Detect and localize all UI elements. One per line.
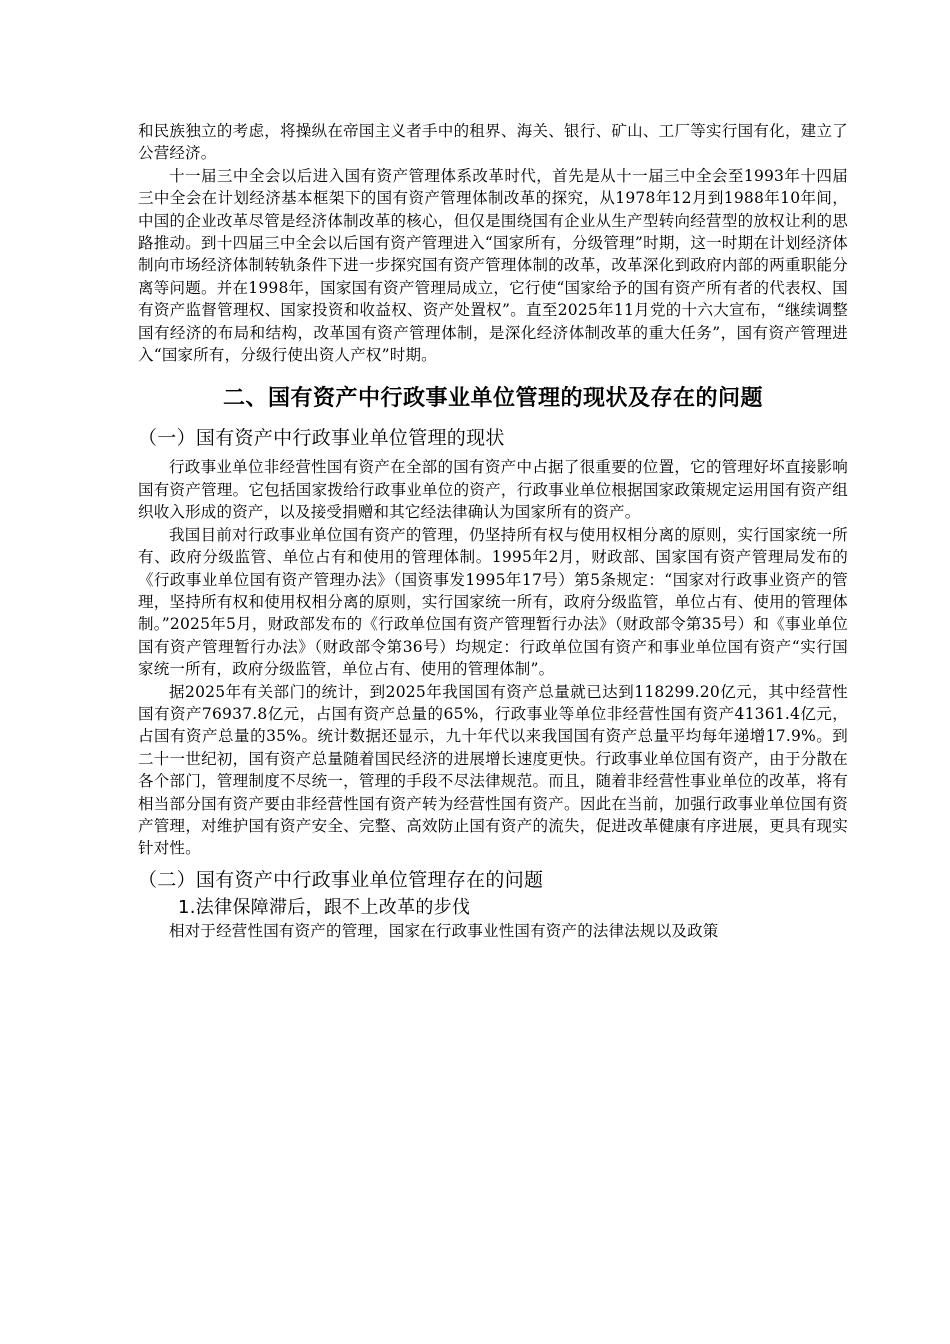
paragraph-management-system: 我国目前对行政事业单位国有资产的管理，仍坚持所有权与使用权相分离的原则，实行国家统一所有、政府分级监管、单位占有和使用的管理体制。1995年2月，财政部、国家国有资产管理局发布的《行政事业单位国有资产管理办法》（国资事发1995年17号）第5条规定：“国家对行政事业资产的管理，坚持所有权和使用权相分离的原则，实行国家统一所有，政府分级监管，单位占有、使用的管理体制。”2025年5月，财政部发布的《行政单位国有资产管理暂行办法》（财政部令第35号）和《事业单位国有资产管理暂行办法》（财政部令第36号）均规定：行政单位国有资产和事业单位国有资产“实行国家统一所有，政府分级监管，单位占有、使用的管理体制”。	[138, 525, 848, 679]
document-body	[138, 120, 848, 942]
section-heading: 二、国有资产中行政事业单位管理的现状及存在的问题	[222, 386, 763, 412]
paragraph-legal-lag: 相对于经营性国有资产的管理，国家在行政事业性国有资产的法律法规以及政策	[169, 921, 719, 940]
paragraph-reform-history: 十一届三中全会以后进入国有资产管理体系改革时代，首先是从十一届三中全会至1993年十四届三中全会在计划经济基本框架下的国有资产管理体制改革的探究，从1978年12月到1988年10年间，中国的企业改革尽管是经济体制改革的核心，但仅是围绕国有企业从生产型转向经营型的放权让利的思路推动。到十四届三中全会以后国有资产管理进入“国家所有，分级管理”时期，这一时期在计划经济体制向市场经济体制转轨条件下进一步探究国有资产管理体制的改革，改革深化到政府内部的两重职能分离等问题。并在1998年，国家国有资产管理局成立，它行使“国家给予的国有资产所有者的代表权、国有资产监督管理权、国家投资和收益权、资产处置权”。直至2025年11月党的十六大宣布，“继续调整国有经济的布局和结构，改革国有资产管理体制，是深化经济体制改革的重大任务”，国有资产管理进入“国家所有，分级行使出资人产权”时期。	[138, 166, 848, 365]
item-heading-legal-lag: 1.法律保障滞后，跟不上改革的步伐	[178, 896, 471, 918]
paragraph-statistics: 据2025年有关部门的统计，到2025年我国国有资产总量就已达到118299.20亿元，其中经营性国有资产76937.8亿元，占国有资产总量的65%，行政事业等单位非经营性国有资产41361.4亿元，占国有资产总量的35%。统计数据还显示，九十年代以来我国国有资产总量平均每年递增17.9%。到二十一世纪初，国有资产总量随着国民经济的进展增长速度更快。行政事业单位国有资产，由于分散在各个部门，管理制度不尽统一，管理的手段不尽法律规范。而且，随着非经营性事业单位的改革，将有相当部分国有资产要由非经营性国有资产转为经营性国有资产。因此在当前，加强行政事业单位国有资产管理，对维护国有资产安全、完整、高效防止国有资产的流失，促进改革健康有序进展，更具有现实针对性。	[138, 682, 848, 858]
paragraph-continuation: 和民族独立的考虑，将操纵在帝国主义者手中的租界、海关、银行、矿山、工厂等实行国有化，建立了公营经济。	[138, 122, 848, 163]
paragraph-asset-definition: 行政事业单位非经营性国有资产在全部的国有资产中占据了很重要的位置，它的管理好坏直接影响国有资产管理。它包括国家拨给行政事业单位的资产，行政事业单位根据国家政策规定运用国有资产组织收入形成的资产，以及接受捐赠和其它经法律确认为国家所有的资产。	[138, 458, 848, 522]
subsection-heading-problems: （二）国有资产中行政事业单位管理存在的问题	[138, 868, 544, 891]
subsection-heading-current-status: （一）国有资产中行政事业单位管理的现状	[138, 427, 505, 450]
